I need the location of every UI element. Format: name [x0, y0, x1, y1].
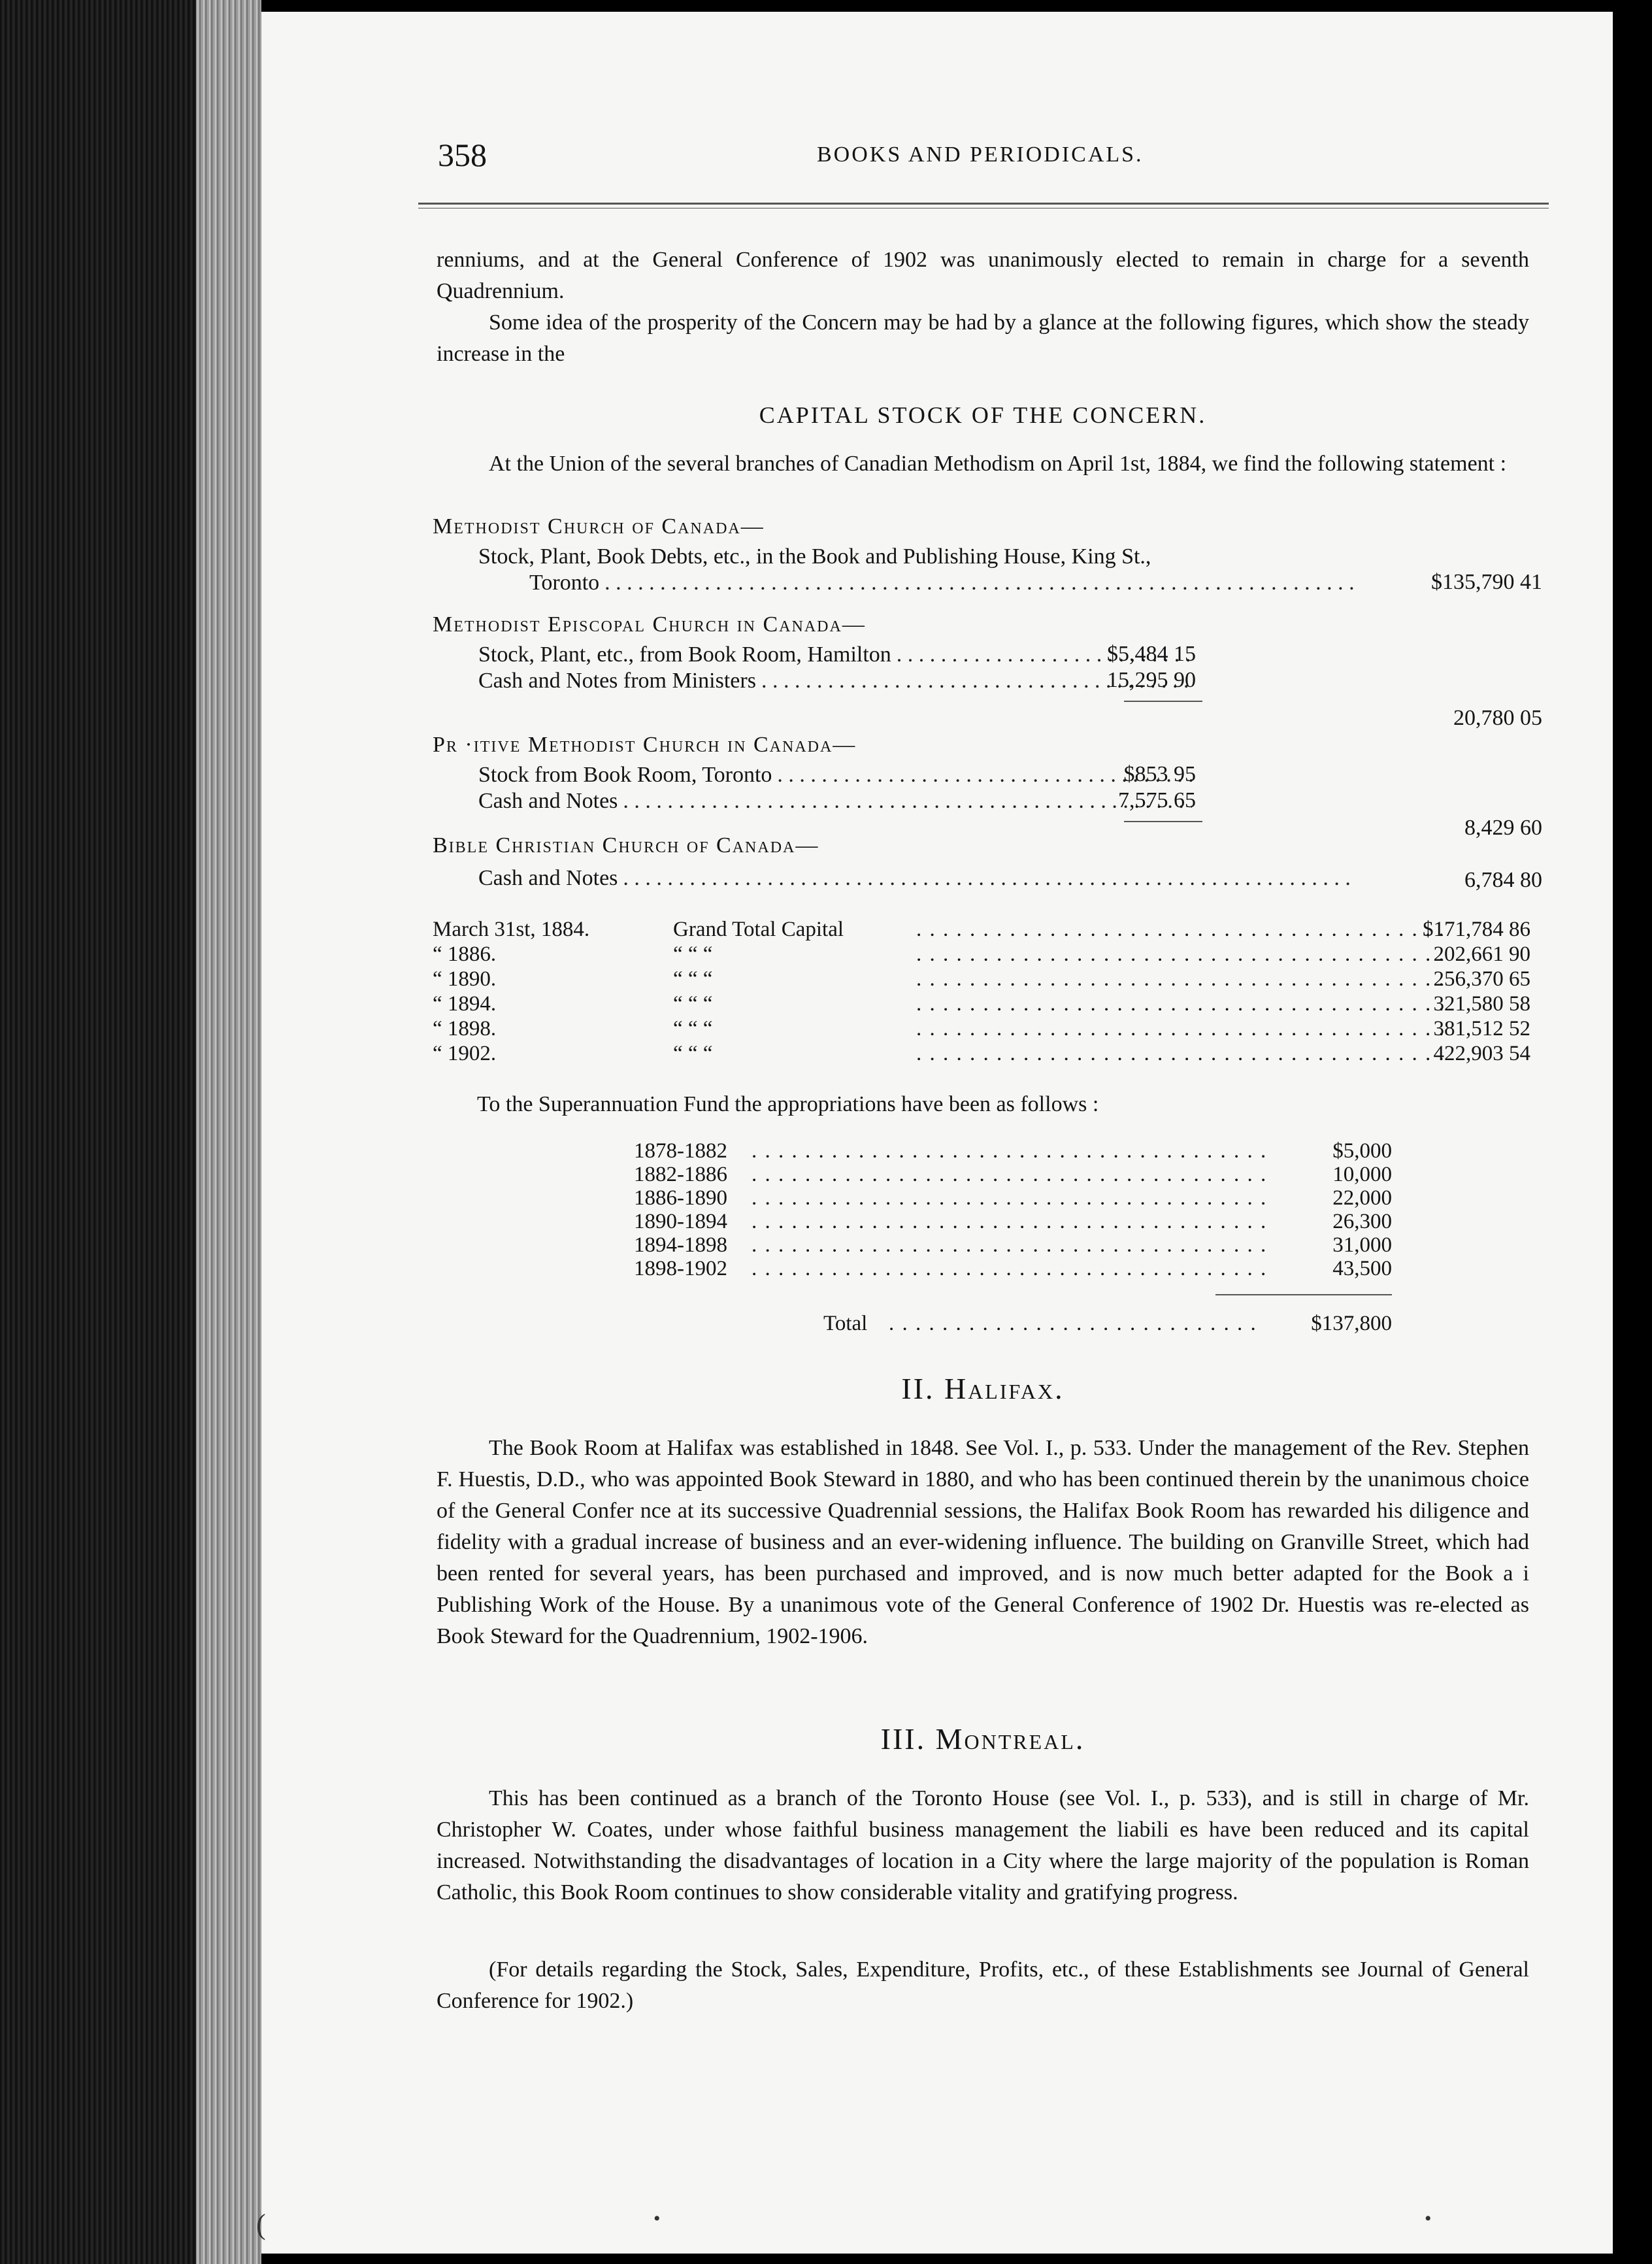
scan-mark: •	[1425, 2208, 1432, 2229]
value-cell: 422,903 54	[1433, 1042, 1530, 1065]
year-cell: “ 1886.	[433, 942, 497, 966]
dot-leader	[916, 916, 1452, 942]
subtotal-rule	[1124, 821, 1202, 822]
mec-item-1-amount: $5,484 15	[1107, 642, 1196, 666]
montreal-body: This has been continued as a branch of the Toronto House (see Vol. I., p. 533), and is still in charge of Mr. Christopher W. Coates, under whose faithful business management the liabili es have been reduced and its capital increased. Notwithstanding the disadvantages of location in a City where the large majority of the population is Roman Catholic, this Book Room continues to show considerable vitality and gratifying progress.	[437, 1786, 1529, 1905]
value-cell: 43,500	[1332, 1257, 1392, 1280]
period-cell: 1898-1902	[634, 1257, 727, 1280]
value-cell: 321,580 58	[1433, 992, 1530, 1016]
value-cell: 26,300	[1332, 1210, 1392, 1233]
grand-total-row	[433, 1040, 1530, 1067]
total-rule	[1215, 1294, 1392, 1295]
grand-total-row	[433, 916, 1530, 942]
dot-leader	[889, 1311, 1255, 1336]
dot-leader	[916, 941, 1452, 967]
book-page	[256, 12, 1613, 2254]
mec-total: 20,780 05	[1453, 706, 1542, 730]
superannuation-row	[634, 1209, 1392, 1234]
page-edges	[196, 0, 261, 2264]
pmc-item-1-amount: $853 95	[1123, 762, 1196, 786]
montreal-note: (For details regarding the Stock, Sales, Expenditure, Profits, etc., of these Establishments see Journal of General Conference for 1902.)	[437, 1957, 1529, 2013]
value-cell: 31,000	[1332, 1233, 1392, 1257]
intro-paragraph-1: renniums, and at the General Conference of 1902 was unanimously elected to remain in charge for a seventh Quadrennium.	[437, 248, 1529, 303]
dot-leader	[752, 1186, 1268, 1210]
superannuation-total-row	[823, 1311, 1392, 1336]
subtotal-rule	[1124, 701, 1202, 702]
mcc-total: $135,790 41	[1431, 570, 1542, 594]
total-value: $137,800	[1311, 1312, 1392, 1335]
label-cell: Grand Total Capital	[673, 918, 844, 941]
mcc-line-1: Stock, Plant, Book Debts, etc., in the Book and Publishing House, King St.,	[478, 544, 1151, 569]
dot-leader	[752, 1256, 1268, 1281]
pmc-item-1-label: Stock from Book Room, Toronto	[478, 763, 772, 787]
value-cell: $5,000	[1332, 1139, 1392, 1163]
dot-leader	[916, 966, 1452, 992]
period-cell: 1878-1882	[634, 1139, 727, 1163]
dot-leader	[752, 1209, 1268, 1234]
pmc-church-name: Pr ·itive Methodist Church in Canada—	[433, 733, 857, 757]
dot-leader	[752, 1162, 1268, 1187]
value-cell: 256,370 65	[1433, 967, 1530, 991]
halifax-body: The Book Room at Halifax was established in 1848. See Vol. I., p. 533. Under the management of the Rev. Stephen F. Huestis, D.D., who was appointed Book Steward in 1880, and who has been continued therein by the unanimous choice of the General Confer nce at its successive Quadrennial sessions, the Halifax Book Room has rewarded his diligence and fidelity with a gradual increase of business and an ever-widening influence. The building on Granville Street, which had been rented for several years, has been purchased and improved, and is now much better adapted for the Book a i Publishing Work of the House. By a unanimous vote of the General Conference of 1902 Dr. Huestis was re-elected as Book Steward for the Quadrennium, 1902-1906.	[437, 1436, 1529, 1648]
capital-stock-heading: CAPITAL STOCK OF THE CONCERN.	[759, 402, 1207, 428]
pmc-item-2-amount: 7,575 65	[1118, 788, 1196, 812]
pmc-total: 8,429 60	[1464, 816, 1542, 840]
year-cell: “ 1890.	[433, 967, 497, 991]
running-title: BOOKS AND PERIODICALS.	[817, 142, 1144, 167]
total-label: Total	[823, 1312, 868, 1335]
grand-total-row	[433, 941, 1530, 967]
period-cell: 1882-1886	[634, 1163, 727, 1186]
label-cell: “ “ “	[673, 992, 713, 1016]
value-cell: 202,661 90	[1433, 942, 1530, 966]
intro-paragraph-2: Some idea of the prosperity of the Concern may be had by a glance at the following figures, which show the steady increase in the	[437, 310, 1529, 366]
superannuation-row	[634, 1162, 1392, 1187]
grand-total-row	[433, 966, 1530, 992]
value-cell: $171,784 86	[1423, 918, 1530, 941]
bcc-total: 6,784 80	[1464, 868, 1542, 892]
period-cell: 1886-1890	[634, 1186, 727, 1210]
mec-item-2-amount: 15,295 90	[1107, 668, 1196, 692]
halifax-heading: II. Halifax.	[901, 1372, 1065, 1405]
montreal-heading: III. Montreal.	[880, 1722, 1085, 1756]
mec-church-name: Methodist Episcopal Church in Canada—	[433, 612, 866, 637]
dot-leader	[752, 1233, 1268, 1257]
year-cell: “ 1894.	[433, 992, 497, 1016]
period-cell: 1894-1898	[634, 1233, 727, 1257]
dot-leader	[916, 991, 1452, 1017]
value-cell: 10,000	[1332, 1163, 1392, 1186]
period-cell: 1890-1894	[634, 1210, 727, 1233]
header-rule	[418, 203, 1549, 205]
label-cell: “ “ “	[673, 942, 713, 966]
grand-total-row	[433, 1016, 1530, 1042]
superannuation-intro: To the Superannuation Fund the appropriations have been as follows :	[477, 1092, 1099, 1116]
superannuation-row	[634, 1233, 1392, 1257]
label-cell: “ “ “	[673, 1042, 713, 1065]
label-cell: “ “ “	[673, 967, 713, 991]
scan-mark: •	[653, 2208, 661, 2229]
mcc-line-2-label: Toronto	[529, 571, 600, 595]
superannuation-row	[634, 1186, 1392, 1210]
mcc-line-2	[529, 570, 1359, 596]
year-cell: “ 1898.	[433, 1017, 497, 1040]
bcc-item-1	[478, 865, 1361, 891]
bcc-item-1-label: Cash and Notes	[478, 866, 618, 890]
bcc-church-name: Bible Christian Church of Canada—	[433, 833, 819, 857]
superannuation-row	[634, 1139, 1392, 1163]
label-cell: “ “ “	[673, 1017, 713, 1040]
mec-item-1-label: Stock, Plant, etc., from Book Room, Hamilton	[478, 642, 891, 667]
dot-leader	[916, 1016, 1452, 1042]
capital-stock-intro: At the Union of the several branches of Canadian Methodism on April 1st, 1884, we find the following statement :	[489, 452, 1507, 476]
pmc-item-2-label: Cash and Notes	[478, 789, 618, 813]
grand-total-row	[433, 991, 1530, 1017]
year-cell: “ 1902.	[433, 1042, 497, 1065]
value-cell: 381,512 52	[1433, 1017, 1530, 1040]
mcc-church-name: Methodist Church of Canada—	[433, 514, 765, 539]
scan-border	[1613, 0, 1652, 2264]
dot-leader	[604, 570, 1354, 596]
dot-leader	[752, 1139, 1268, 1163]
running-head	[438, 123, 1536, 182]
scan-mark: (	[256, 2208, 266, 2240]
mec-item-2-label: Cash and Notes from Ministers	[478, 669, 756, 693]
dot-leader	[623, 865, 1355, 891]
value-cell: 22,000	[1332, 1186, 1392, 1210]
page-number: 358	[438, 137, 487, 173]
year-cell: March 31st, 1884.	[433, 918, 590, 941]
dot-leader	[916, 1040, 1452, 1067]
superannuation-row	[634, 1256, 1392, 1281]
scan-artifacts	[256, 2201, 1613, 2254]
